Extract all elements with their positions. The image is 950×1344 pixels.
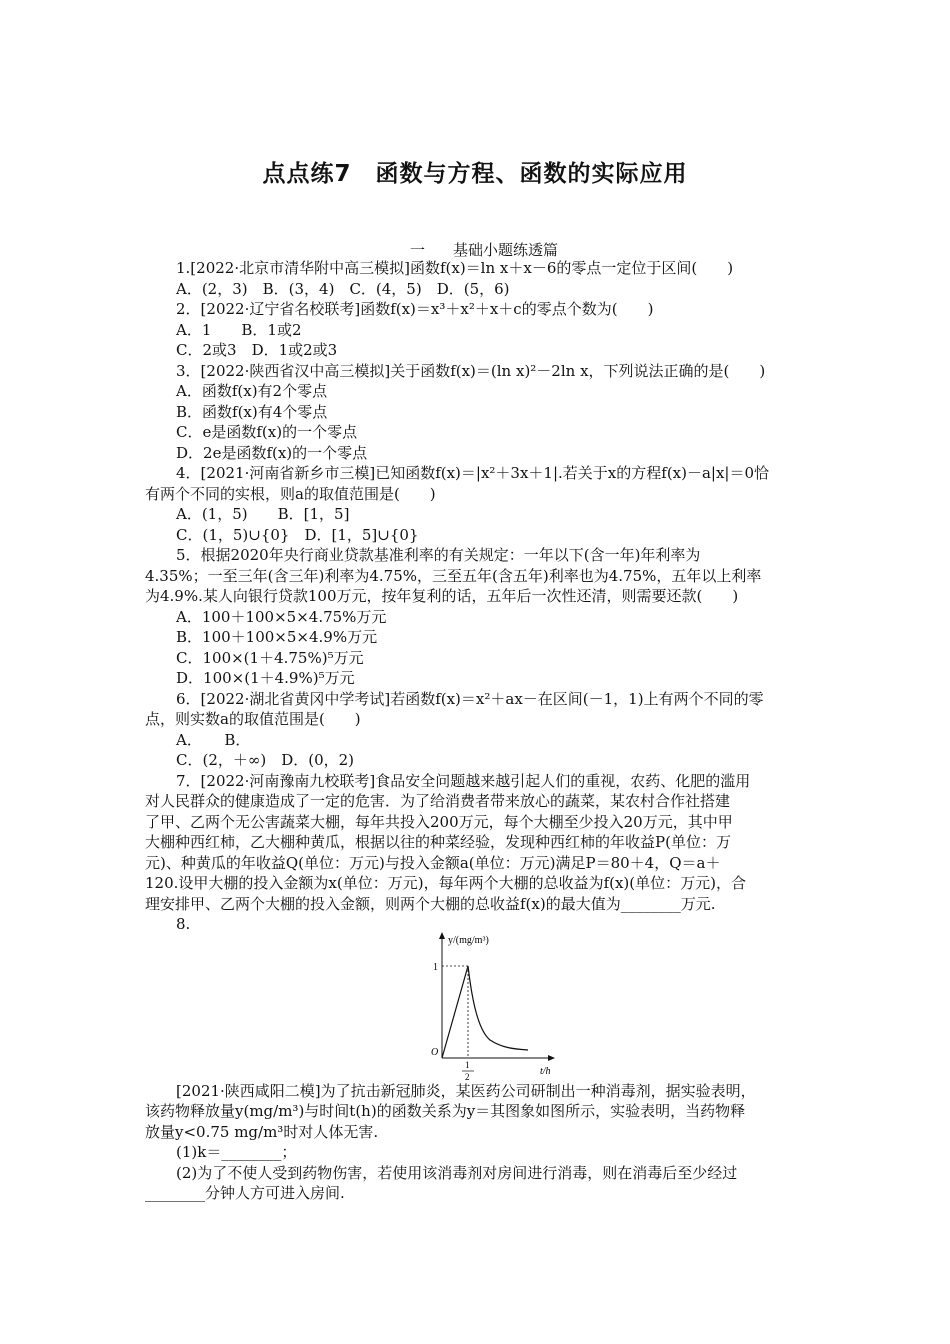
q5-stem-line3: 为4.9%.某人向银行贷款100万元，按年复利的话，五年后一次性还清，则需要还款( ): [145, 587, 739, 605]
q1-stem: 1.[2022·北京市清华附中高三模拟]函数f(x)＝ln x＋x－6的零点一定位于区间( ): [176, 259, 734, 277]
curve-rising: [442, 966, 468, 1058]
drug-release-graph: [428, 930, 564, 1080]
q6-stem-line2: 点，则实数a的取值范围是( ): [145, 710, 361, 728]
q8-stem-line3: 放量y<0.75 mg/m³时对人体无害.: [145, 1123, 379, 1141]
origin-label: O: [431, 1047, 439, 1058]
q5-stem-line2: 4.35%；一至三年(含三年)利率为4.75%，三至五年(含五年)利率也为4.75%，五年以上利率: [145, 567, 762, 585]
section-number: 一: [410, 241, 426, 259]
q5-option-d: D．100×(1＋4.9%)⁵万元: [176, 669, 355, 687]
q2-options-cd: C．2或3 D．1或2或3: [176, 341, 338, 359]
q2-options-ab: A．1 B．1或2: [176, 321, 302, 339]
q6-options-cd: C．(2，＋∞) D．(0，2): [176, 751, 355, 769]
q3-stem: 3．[2022·陕西省汉中高三模拟]关于函数f(x)＝(ln x)²－2ln x，下列说法正确的是( ): [176, 362, 766, 380]
section-heading: [410, 239, 558, 260]
q4-options-cd: C．(1，5)∪{0} D．[1，5]∪{0}: [176, 526, 419, 544]
x-tick-numerator: 1: [465, 1060, 470, 1070]
section-name: 基础小题练透篇: [453, 241, 559, 259]
q7-line6: 120.设甲大棚的投入金额为x(单位：万元)，每年两个大棚的总收益为f(x)(单位：万元)，合: [145, 874, 746, 892]
q5-option-c: C．100×(1＋4.75%)⁵万元: [176, 649, 364, 667]
y-axis-arrow: [439, 932, 445, 939]
q7-line4: 大棚种西红柿，乙大棚种黄瓜，根据以往的种菜经验，发现种西红柿的年收益P(单位：万: [145, 833, 731, 851]
q8-part2-line1: (2)为了不使人受到药物伤害，若使用该消毒剂对房间进行消毒，则在消毒后至少经过: [176, 1164, 738, 1182]
q7-line5: 元)、种黄瓜的年收益Q(单位：万元)与投入金额a(单位：万元)满足P＝80＋4，Q＝a＋: [145, 854, 721, 872]
q4-stem-line1: 4．[2021·河南省新乡市三模]已知函数f(x)＝|x²＋3x＋1|.若关于x的方程f(x)－a|x|＝0恰: [176, 464, 770, 482]
q6-options-ab: A． B．: [176, 731, 251, 749]
q8-number: 8.: [176, 915, 191, 933]
x-tick-denominator: 2: [465, 1072, 470, 1080]
x-axis-label: t/h: [540, 1066, 551, 1077]
q3-option-c: C．e是函数f(x)的一个零点: [176, 423, 358, 441]
curve-decay: [468, 966, 528, 1050]
q7-line2: 对人民群众的健康造成了一定的危害．为了给消费者带来放心的蔬菜，某农村合作社搭建: [145, 792, 731, 810]
q8-part2-line2: ________分钟人方可进入房间.: [145, 1184, 345, 1202]
q2-stem: 2．[2022·辽宁省名校联考]函数f(x)＝x³＋x²＋x＋c的零点个数为( ): [176, 300, 654, 318]
q6-stem-line1: 6．[2022·湖北省黄冈中学考试]若函数f(x)＝x²＋ax－在区间(－1，1)上有两个不同的零: [176, 690, 764, 708]
x-axis-arrow: [548, 1055, 555, 1061]
q1-options: A．(2，3) B．(3，4) C．(4，5) D．(5，6): [176, 280, 510, 298]
q5-option-b: B．100＋100×5×4.9%万元: [176, 628, 378, 646]
q7-line7: 理安排甲、乙两个大棚的投入金额，则两个大棚的总收益f(x)的最大值为________万元.: [145, 895, 716, 913]
y-tick-one: 1: [433, 962, 438, 973]
q8-stem-line1: [2021·陕西咸阳二模]为了抗击新冠肺炎，某医药公司研制出一种消毒剂，据实验表明，: [176, 1082, 756, 1100]
q8-stem-line2: 该药物释放量y(mg/m³)与时间t(h)的函数关系为y＝其图象如图所示，实验表明，当药物释: [145, 1102, 746, 1120]
q5-stem-line1: 5．根据2020年央行商业贷款基准利率的有关规定：一年以下(含一年)年利率为: [176, 546, 701, 564]
q8-part1: (1)k＝________；: [176, 1143, 297, 1161]
q7-line1: 7．[2022·河南豫南九校联考]食品安全问题越来越引起人们的重视，农药、化肥的滥用: [176, 772, 751, 790]
q4-options-ab: A．(1，5) B．[1，5]: [176, 505, 350, 523]
q3-option-d: D．2e是函数f(x)的一个零点: [176, 444, 368, 462]
q3-option-a: A．函数f(x)有2个零点: [176, 382, 328, 400]
q5-option-a: A．100＋100×5×4.75%万元: [176, 608, 387, 626]
page-title: 点点练7 函数与方程、函数的实际应用: [262, 161, 688, 187]
q7-line3: 了甲、乙两个无公害蔬菜大棚，每年共投入200万元，每个大棚至少投入20万元，其中甲: [145, 813, 733, 831]
q3-option-b: B．函数f(x)有4个零点: [176, 403, 328, 421]
y-axis-label: y/(mg/m³): [448, 935, 489, 946]
q4-stem-line2: 有两个不同的实根，则a的取值范围是( ): [145, 485, 436, 503]
